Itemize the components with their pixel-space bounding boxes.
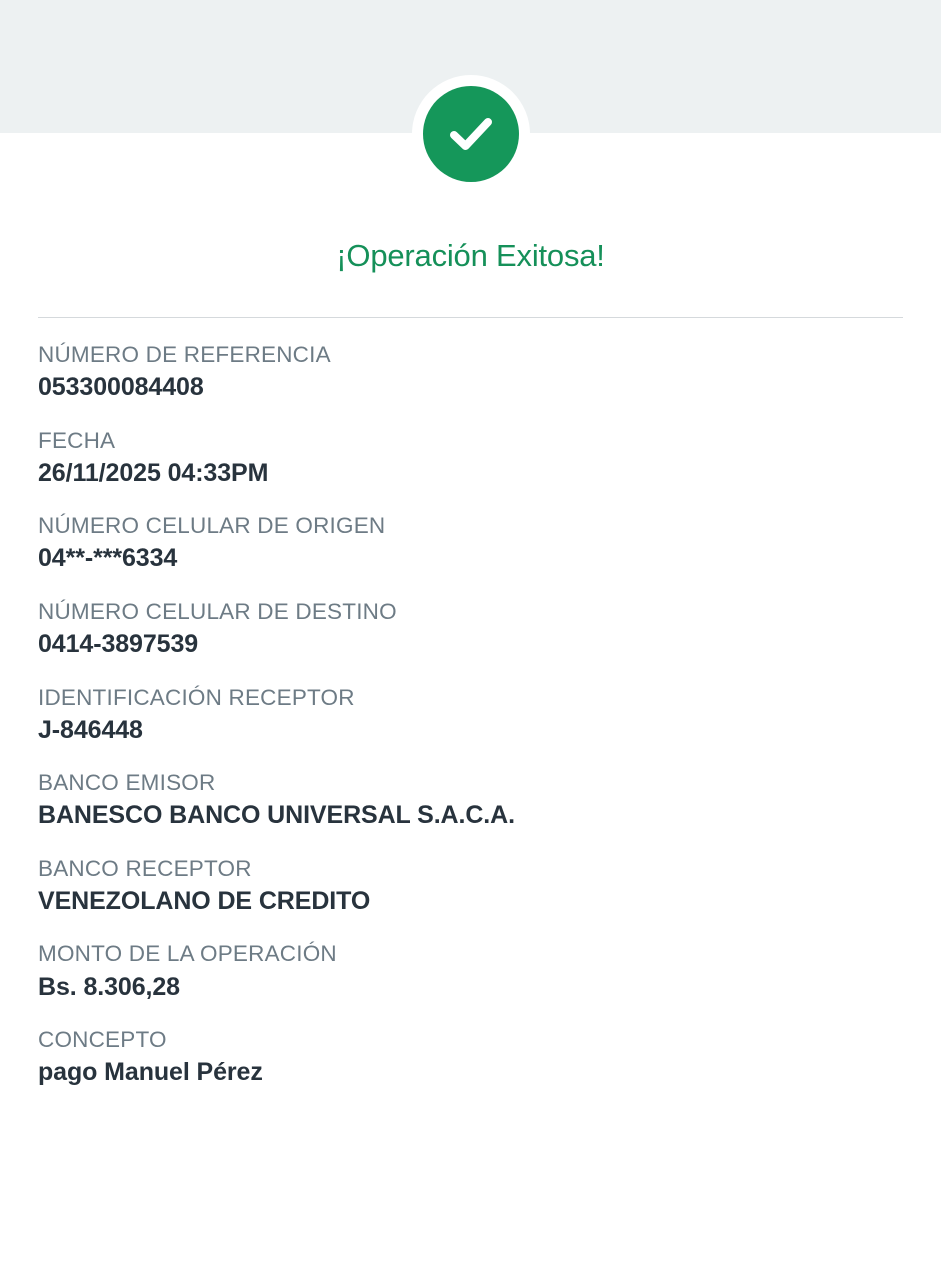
field-receiver-id	[38, 684, 903, 747]
field-issuing-bank	[38, 769, 903, 832]
check-circle-icon	[423, 86, 519, 182]
field-concept	[38, 1026, 903, 1089]
status-header-band	[0, 0, 941, 133]
page-title: ¡Operación Exitosa!	[336, 238, 605, 273]
field-value: Bs. 8.306,28	[38, 972, 180, 1001]
field-label: NÚMERO CELULAR DE DESTINO	[38, 598, 397, 624]
field-origin-phone	[38, 512, 903, 575]
field-label: NÚMERO CELULAR DE ORIGEN	[38, 513, 386, 539]
field-label: FECHA	[38, 427, 116, 453]
success-icon-halo	[412, 75, 530, 193]
field-value: 26/11/2025 04:33PM	[38, 458, 269, 487]
field-label: MONTO DE LA OPERACIÓN	[38, 941, 337, 967]
field-label: CONCEPTO	[38, 1027, 167, 1052]
field-reference-number	[38, 341, 903, 404]
field-date	[38, 427, 903, 490]
field-value: 04**-***6334	[38, 544, 178, 573]
field-label: BANCO EMISOR	[38, 770, 216, 796]
field-value: J-846448	[38, 715, 143, 744]
field-amount	[38, 940, 903, 1003]
field-value: 0414-3897539	[38, 630, 199, 658]
title-divider	[38, 317, 903, 318]
field-value: VENEZOLANO DE CREDITO	[38, 886, 371, 915]
field-receiving-bank	[38, 855, 903, 918]
receipt-content	[0, 238, 941, 1089]
field-value: BANESCO BANCO UNIVERSAL S.A.C.A.	[38, 801, 515, 830]
field-label: IDENTIFICACIÓN RECEPTOR	[38, 684, 355, 710]
field-label: BANCO RECEPTOR	[38, 855, 252, 881]
field-destination-phone	[38, 598, 903, 661]
field-value: 053300084408	[38, 373, 204, 402]
field-label: NÚMERO DE REFERENCIA	[38, 342, 331, 367]
field-value: pago Manuel Pérez	[38, 1058, 263, 1087]
